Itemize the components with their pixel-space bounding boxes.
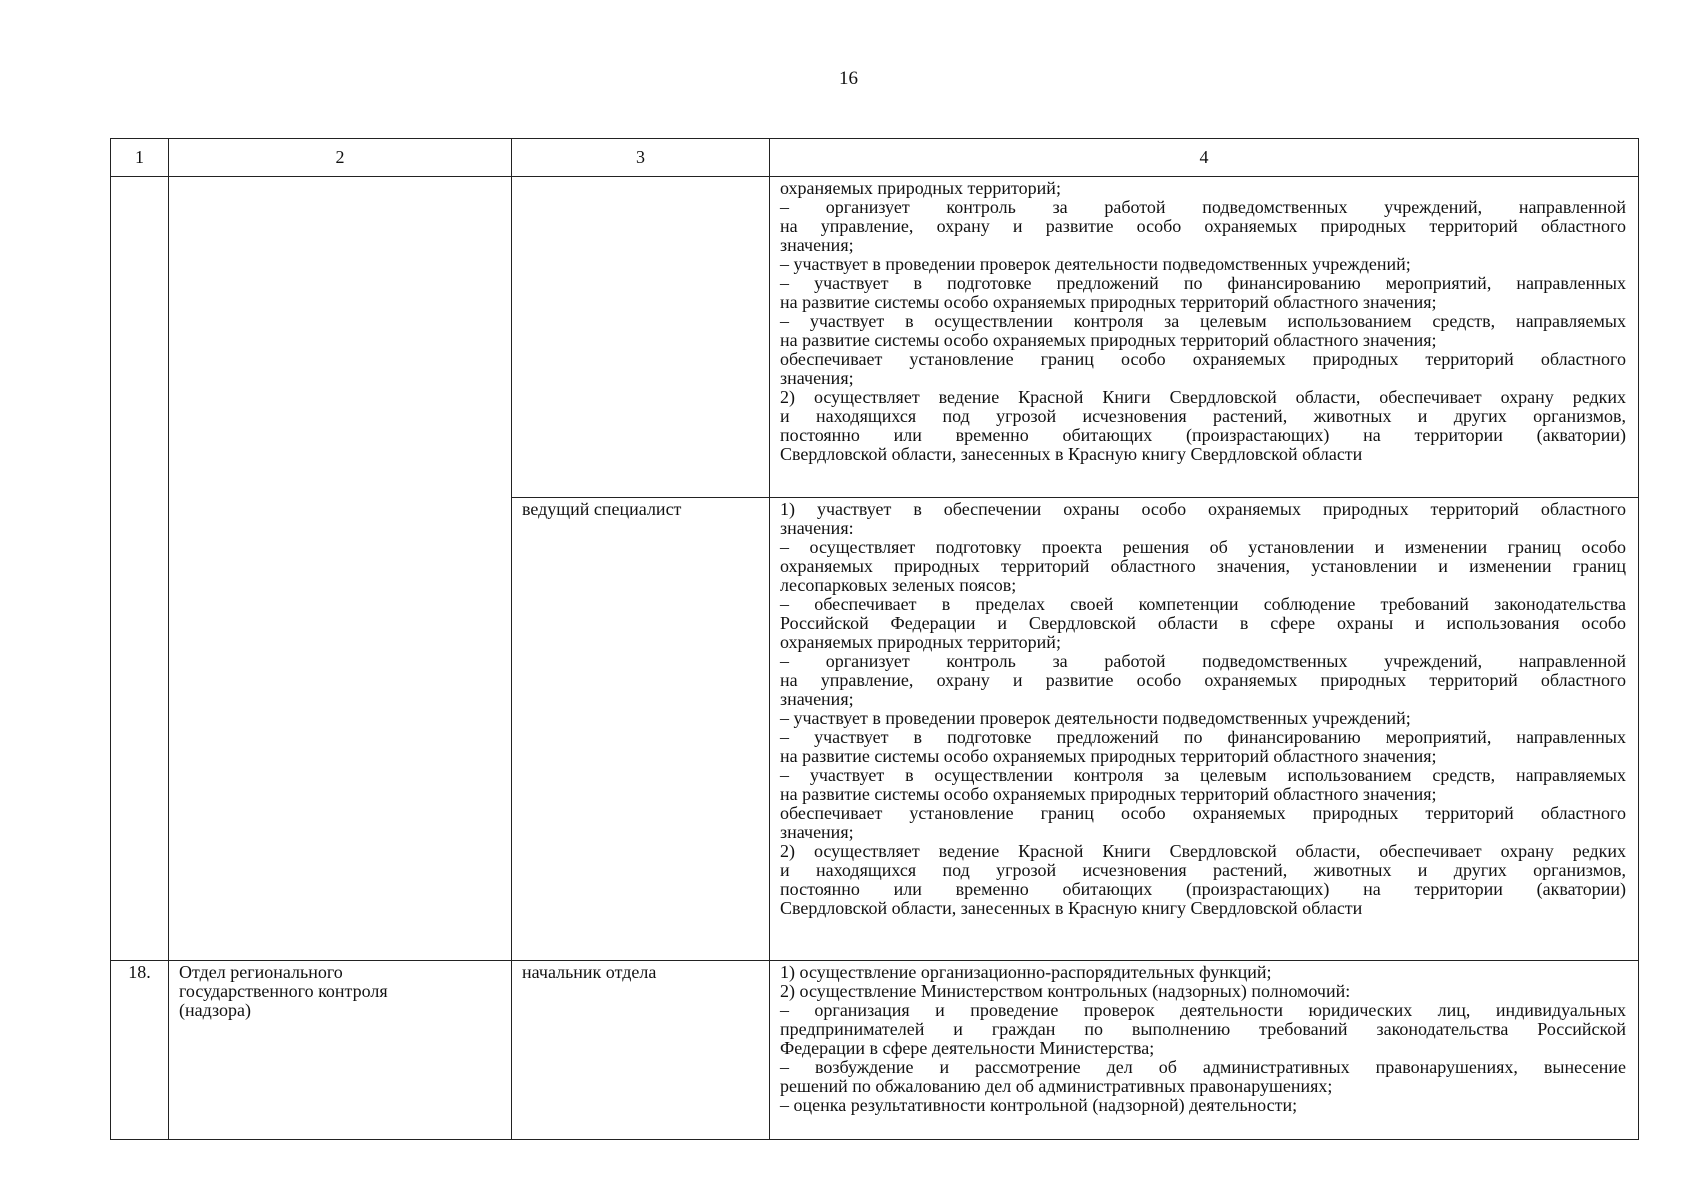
duty-line: на развитие системы особо охраняемых природных территорий областного значения; [780, 292, 1437, 312]
duties-cell [770, 498, 1639, 961]
duty-line: Федерации в сфере деятельности Министерства; [780, 1038, 1155, 1058]
duty-line: на развитие системы особо охраняемых природных территорий областного значения; [780, 330, 1437, 350]
duty-line: – участвует в проведении проверок деятельности подведомственных учреждений; [780, 708, 1411, 728]
position-cell [512, 177, 770, 498]
duty-line: обеспечивает установление границ особо охраняемых природных территорий областного [780, 803, 1626, 823]
duty-line: лесопарковых зеленых поясов; [780, 575, 1017, 595]
duty-line: – участвует в подготовке предложений по финансированию мероприятий, направленных [780, 273, 1626, 293]
duty-line: Свердловской области, занесенных в Красную книгу Свердловской области [780, 898, 1363, 918]
duty-line: – участвует в осуществлении контроля за целевым использованием средств, направляемых [780, 311, 1626, 331]
position-cell: ведущий специалист [512, 498, 770, 961]
duty-line: охраняемых природных территорий; [780, 632, 1061, 652]
duty-line: охраняемых природных территорий; [780, 178, 1061, 198]
table-row-continuation [111, 177, 1639, 498]
department-cell [169, 961, 512, 1140]
duty-line: – оценка результативности контрольной (надзорной) деятельности; [780, 1095, 1298, 1115]
department-name-line: (надзора) [179, 1000, 251, 1020]
duty-line: предпринимателей и граждан по выполнению требований законодательства Российской [780, 1019, 1626, 1039]
duty-line: Свердловской области, занесенных в Красную книгу Свердловской области [780, 444, 1363, 464]
department-name-line: Отдел регионального [179, 962, 343, 982]
table-row-18 [111, 961, 1639, 1140]
duties-cell [770, 177, 1639, 498]
duty-line: и находящихся под угрозой исчезновения растений, животных и других организмов, [780, 406, 1626, 426]
header-col-1: 1 [111, 139, 169, 177]
duty-line: – участвует в осуществлении контроля за целевым использованием средств, направляемых [780, 765, 1626, 785]
duties-cell [770, 961, 1639, 1140]
row-number-cell [111, 177, 169, 961]
header-row [111, 139, 1639, 177]
duty-line: Российской Федерации и Свердловской области в сфере охраны и использования особо [780, 613, 1626, 633]
duty-line: – организует контроль за работой подведомственных учреждений, направленной [780, 651, 1626, 671]
position-cell: начальник отдела [512, 961, 770, 1140]
duty-line: 2) осуществляет ведение Красной Книги Свердловской области, обеспечивает охрану редких [780, 387, 1626, 407]
duty-line: – участвует в подготовке предложений по финансированию мероприятий, направленных [780, 727, 1626, 747]
department-name-line: государственного контроля [179, 981, 388, 1001]
duty-line: решений по обжалованию дел об административных правонарушениях; [780, 1076, 1333, 1096]
duties-table [110, 138, 1639, 1140]
duty-line: 1) осуществление организационно-распорядительных функций; [780, 962, 1272, 982]
duty-line: значения; [780, 235, 854, 255]
duty-line: на управление, охрану и развитие особо охраняемых природных территорий областного [780, 670, 1626, 690]
duty-line: на развитие системы особо охраняемых природных территорий областного значения; [780, 746, 1437, 766]
duty-line: на развитие системы особо охраняемых природных территорий областного значения; [780, 784, 1437, 804]
duty-line: охраняемых природных территорий областного значения, установлении и изменении границ [780, 556, 1626, 576]
duty-line: – возбуждение и рассмотрение дел об административных правонарушениях, вынесение [780, 1057, 1626, 1077]
header-col-3: 3 [512, 139, 770, 177]
header-col-4: 4 [770, 139, 1639, 177]
duty-line: значения; [780, 822, 854, 842]
duty-line: значения: [780, 518, 854, 538]
duty-line: – организация и проведение проверок деятельности юридических лиц, индивидуальных [780, 1000, 1626, 1020]
duty-line: 1) участвует в обеспечении охраны особо охраняемых природных территорий областного [780, 499, 1626, 519]
duty-line: значения; [780, 368, 854, 388]
duty-line: на управление, охрану и развитие особо охраняемых природных территорий областного [780, 216, 1626, 236]
header-col-2: 2 [169, 139, 512, 177]
duty-line: – участвует в проведении проверок деятельности подведомственных учреждений; [780, 254, 1411, 274]
page-number: 16 [839, 68, 858, 89]
duty-line: обеспечивает установление границ особо охраняемых природных территорий областного [780, 349, 1626, 369]
duty-line: 2) осуществляет ведение Красной Книги Свердловской области, обеспечивает охрану редких [780, 841, 1626, 861]
duty-line: 2) осуществление Министерством контрольных (надзорных) полномочий: [780, 981, 1351, 1001]
duty-line: постоянно или временно обитающих (произрастающих) на территории (акватории) [780, 425, 1626, 445]
department-cell [169, 177, 512, 961]
row-number: 18. [111, 961, 169, 1140]
duty-line: – обеспечивает в пределах своей компетенции соблюдение требований законодательства [780, 594, 1626, 614]
duty-line: постоянно или временно обитающих (произрастающих) на территории (акватории) [780, 879, 1626, 899]
duty-line: – осуществляет подготовку проекта решения об установлении и изменении границ особо [780, 537, 1626, 557]
duty-line: и находящихся под угрозой исчезновения растений, животных и других организмов, [780, 860, 1626, 880]
duty-line: – организует контроль за работой подведомственных учреждений, направленной [780, 197, 1626, 217]
duty-line: значения; [780, 689, 854, 709]
